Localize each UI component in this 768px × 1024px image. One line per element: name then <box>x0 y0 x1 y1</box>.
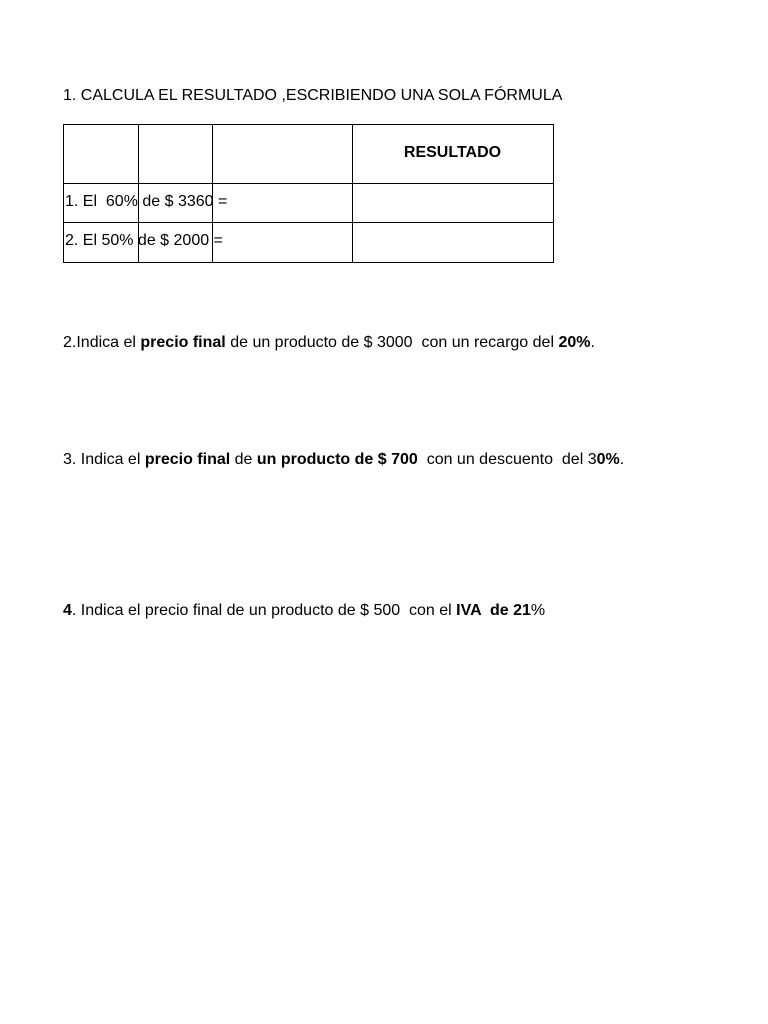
q4-text: . Indica el precio final de un producto de $ 500 con el <box>71 602 457 619</box>
q4-number: 4 <box>63 602 72 619</box>
question-3 <box>63 450 624 470</box>
q3-bold-precio-final: precio final <box>144 451 231 468</box>
table-row-2-result[interactable] <box>356 231 550 251</box>
q2-bold-percent: 20% <box>558 334 591 351</box>
question-2 <box>63 333 595 353</box>
question-4 <box>63 601 545 621</box>
q3-bold-producto: un producto de $ 700 <box>256 451 418 468</box>
q3-text: . <box>619 451 625 468</box>
q3-text: con un descuento del 3 <box>417 451 597 468</box>
q2-text: de un producto de $ 3000 con un recargo del <box>225 334 559 351</box>
table-row-1-result[interactable] <box>356 192 550 212</box>
q3-bold-percent: 0% <box>596 451 620 468</box>
q2-text: . <box>590 334 595 351</box>
question-1-title: 1. CALCULA EL RESULTADO ,ESCRIBIENDO UNA SOLA FÓRMULA <box>63 87 563 104</box>
q4-bold-iva: IVA de 21 <box>456 602 531 619</box>
table-row-1-label: 1. El 60% de $ 3360 = <box>65 193 228 210</box>
q3-text: 3. Indica el <box>63 451 145 468</box>
table-header-resultado: RESULTADO <box>403 144 502 161</box>
q2-bold-precio-final: precio final <box>140 334 226 351</box>
q3-text: de <box>230 451 257 468</box>
table-row-2-label: 2. El 50% de $ 2000 = <box>65 232 223 249</box>
q2-text: 2.Indica el <box>63 334 141 351</box>
q4-text: % <box>530 602 546 619</box>
